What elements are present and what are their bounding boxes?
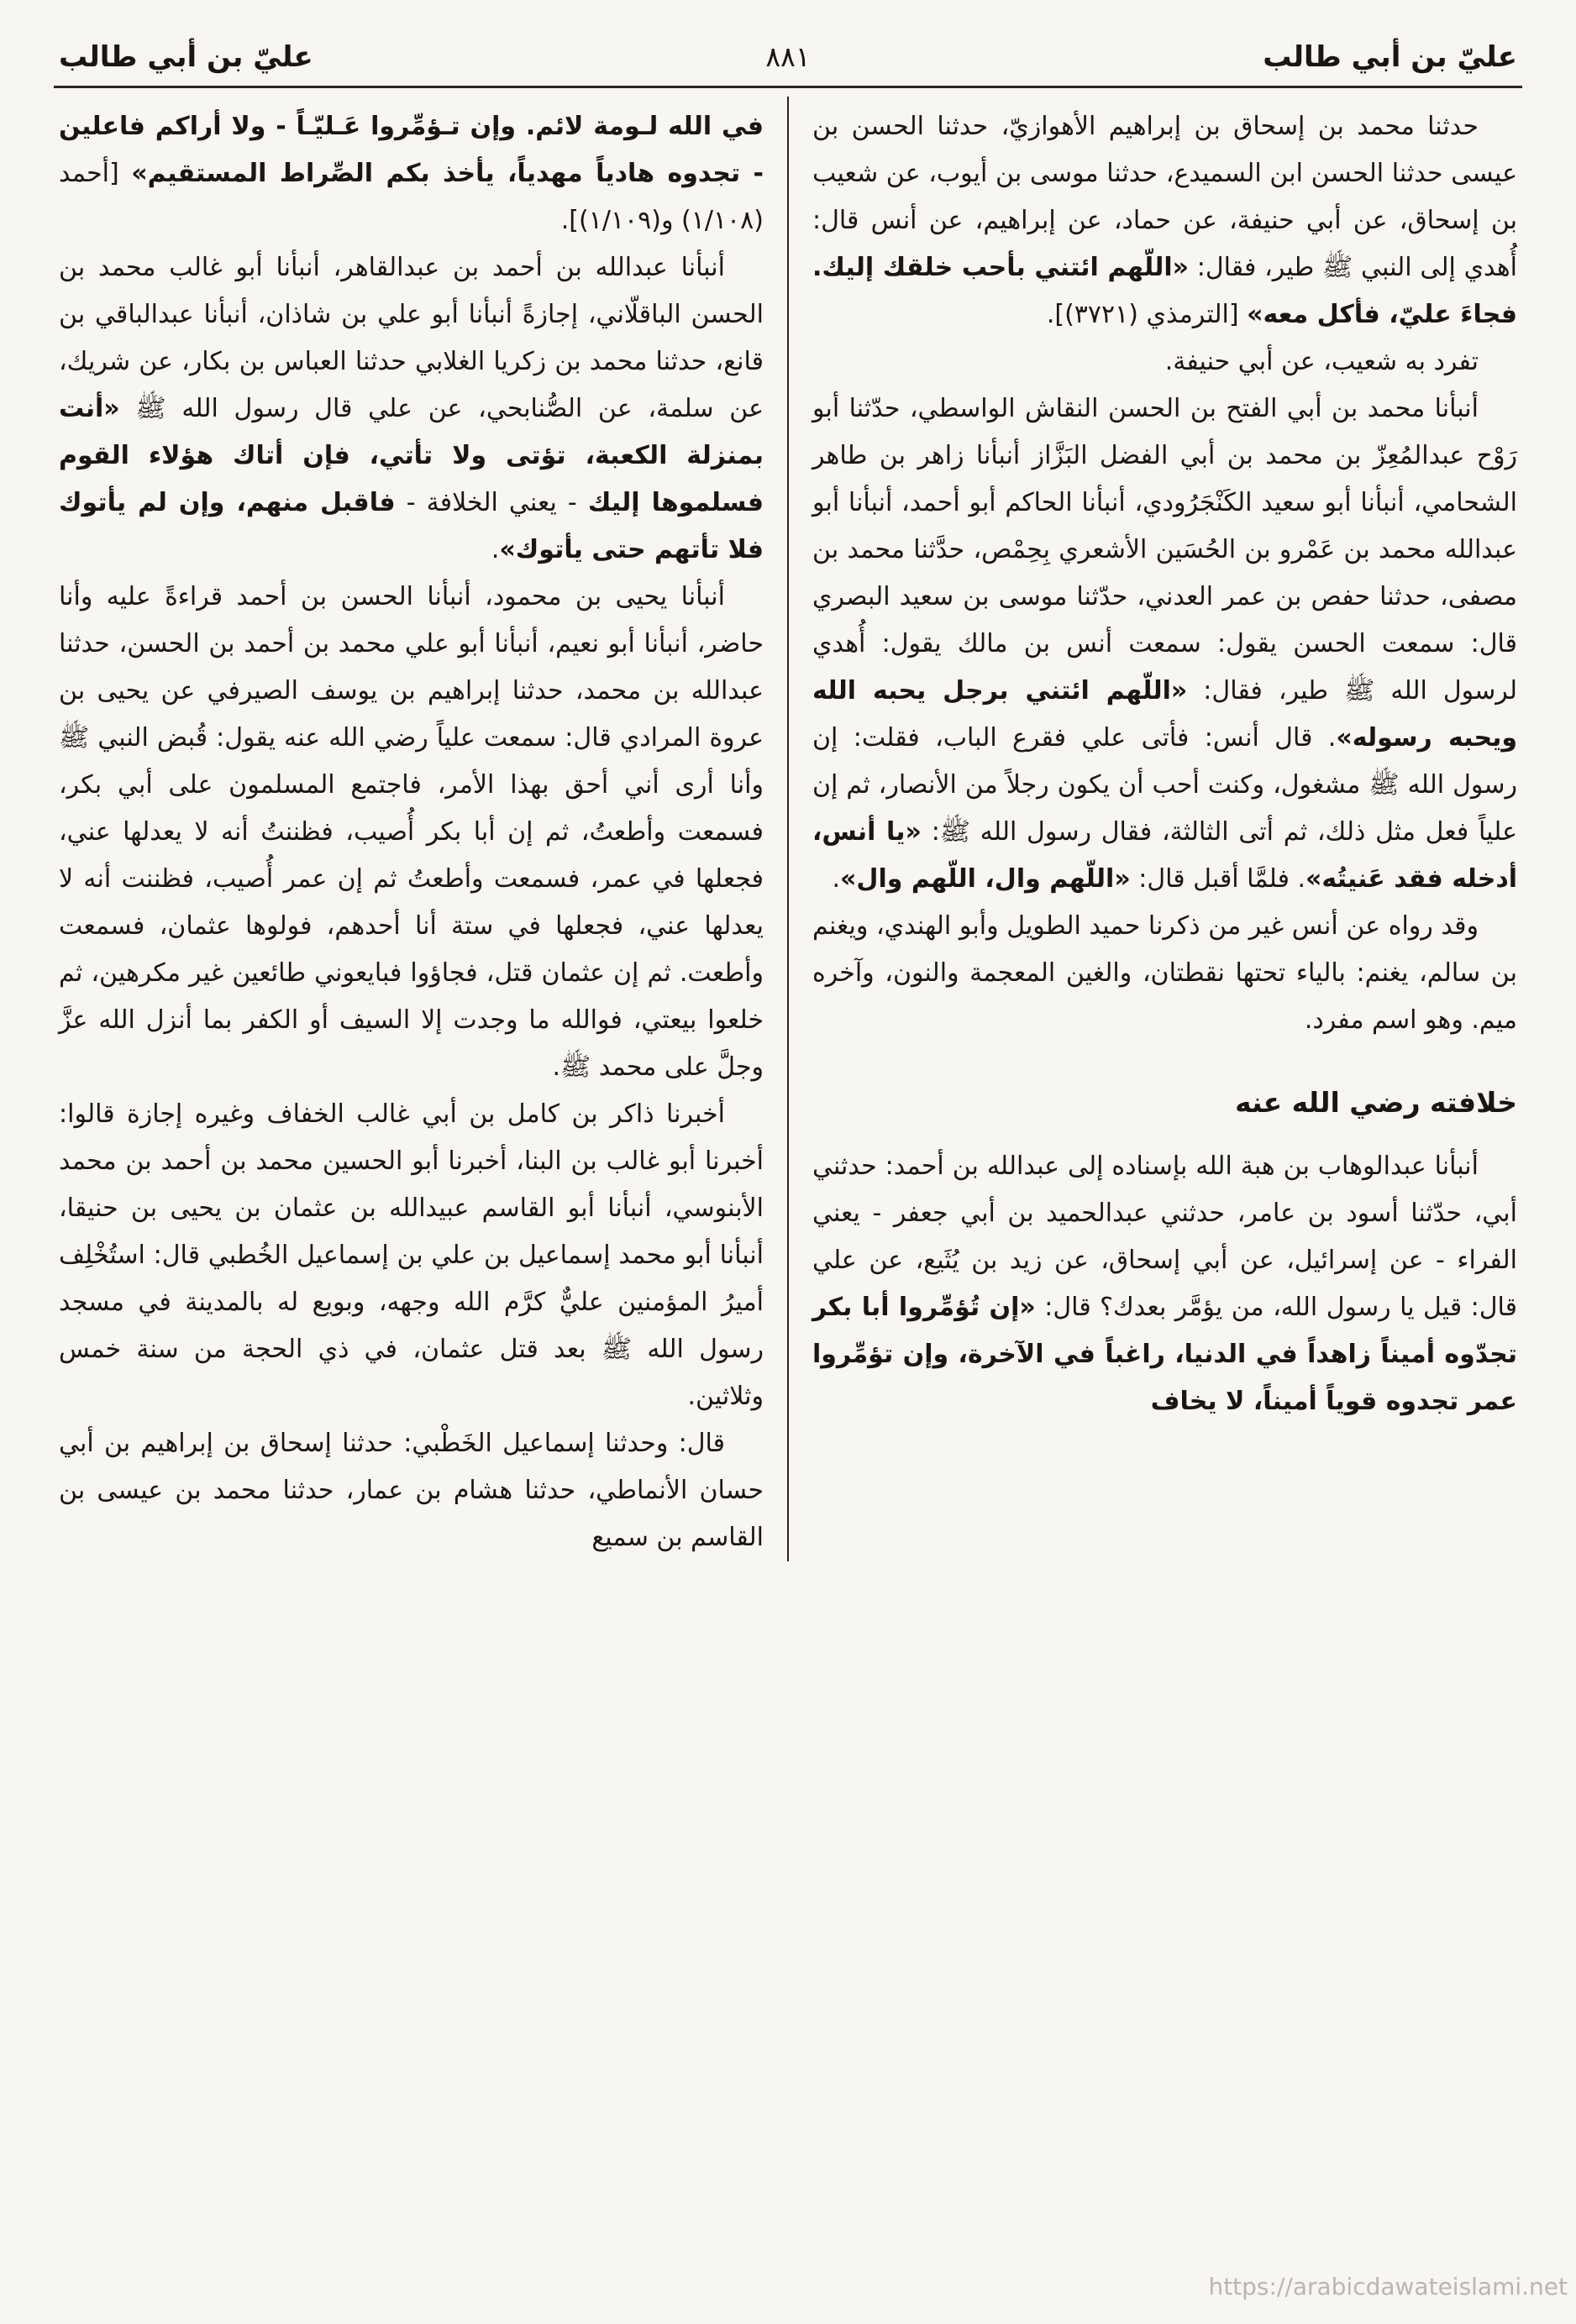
paragraph [59, 103, 764, 244]
header-title-left: عليّ بن أبي طالب [59, 40, 313, 74]
text-run: - يعني الخلافة - [395, 488, 588, 517]
text-run: [الترمذي (٣٧٢١)]. [1046, 300, 1248, 329]
hadith-bold-run: «اللّهم ائتني برجل يحبه الله ويحبه رسوله» [812, 676, 1518, 753]
column-divider [787, 97, 789, 1561]
column-right [789, 97, 1522, 1561]
hadith-bold-run: خلافته رضي الله عنه [1235, 1086, 1517, 1119]
paragraph [59, 574, 764, 1091]
paragraph [812, 386, 1517, 903]
paragraph [59, 1420, 764, 1561]
text-run: قال: وحدثنا إسماعيل الخَطْبي: حدثنا إسحاق بن إبراهيم بن أبي حسان الأنماطي، حدثنا هشام بن عمار، حدثنا محمد بن عيسى بن القاسم بن سميع [59, 1429, 764, 1552]
paragraph [812, 903, 1517, 1044]
hadith-bold-run: فاقبل منهم، وإن لم يأتوك فلا تأتهم حتى يأتوك» [59, 488, 764, 564]
text-run: أخبرنا ذاكر بن كامل بن أبي غالب الخفاف وغيره إجازة قالوا: أخبرنا أبو غالب بن البنا، أخبرنا أبو الحسين محمد بن أحمد بن محمد الأبنوسي، أنبأنا أبو القاسم عبيدالله بن عثمان بن يحيى بن حنيقا، أنبأنا أبو محمد إسماعيل بن علي بن إسماعيل الخُطبي قال: استُخْلِف أميرُ المؤمنين عليٌّ كرَّم الله وجهه، وبويع له بالمدينة في مسجد رسول الله ﷺ بعد قتل عثمان، في ذي الحجة من سنة خمس وثلاثين. [59, 1099, 764, 1411]
text-run: أنبأنا عبدالله بن أحمد بن عبدالقاهر، أنبأنا أبو غالب محمد بن الحسن الباقلّاني، إجازةً أنبأنا أبو علي بن شاذان، أنبأنا عبدالباقي بن قانع، حدثنا محمد بن زكريا الغلابي حدثنا العباس بن بكار، عن شريك، عن سلمة، عن الصُّنابحي، عن علي قال رسول الله ﷺ [59, 253, 764, 423]
text-run: أنبأنا محمد بن أبي الفتح بن الحسن النقاش الواسطي، حدّثنا أبو رَوْح عبدالمُعِزّ بن محمد بن أبي الفضل البَزَّاز أنبأنا زاهر بن طاهر الشحامي، أنبأنا أبو سعيد الكَنْجَرُودي، أنبأنا الحاكم أبو أحمد، أنبأنا أبو عبدالله محمد بن عَمْرو بن الحُسَين الأشعري بِحِمْص، حدَّثنا محمد بن مصفى، حدثنا حفص بن عمر العدني، حدّثنا موسى بن سعيد البصري قال: سمعت الحسن يقول: سمعت أنس بن مالك يقول: أُهدي لرسول الله ﷺ طير، فقال: [812, 394, 1518, 706]
paragraph [812, 1143, 1517, 1425]
column-left [54, 97, 787, 1561]
text-columns [54, 97, 1522, 1561]
paragraph [812, 103, 1517, 338]
hadith-bold-run: «أنت بمنزلة الكعبة، تؤتى ولا تأتي، فإن أتاك هؤلاء القوم فسلموها إليك [59, 394, 764, 517]
text-run: أنبأنا عبدالوهاب بن هبة الله بإسناده إلى عبدالله بن أحمد: حدثني أبي، حدّثنا أسود بن عامر، حدثني عبدالحميد بن أبي جعفر - يعني الفراء - عن إسرائيل، عن أبي إسحاق، عن زيد بن يُثَيع، عن علي قال: قيل يا رسول الله، من يؤمَّر بعدك؟ قال: [812, 1152, 1518, 1322]
section-heading [812, 1079, 1517, 1126]
watermark-url: https://arabicdawateislami.net [1208, 2273, 1568, 2300]
page-header [54, 29, 1522, 79]
text-run: وقد رواه عن أنس غير من ذكرنا حميد الطويل وأبو الهندي، ويغنم بن سالم، يغنم: بالياء تحتها نقطتان، والغين المعجمة والنون، وآخره ميم. وهو اسم مفرد. [812, 911, 1517, 1035]
text-run: تفرد به شعيب، عن أبي حنيفة. [1164, 347, 1479, 376]
hadith-bold-run: «يا أنس، أدخله فقد عَنيتُه» [812, 817, 1517, 894]
text-run: أنبأنا يحيى بن محمود، أنبأنا الحسن بن أحمد قراءةً عليه وأنا حاضر، أنبأنا أبو نعيم، أنبأنا أبو علي محمد بن أحمد بن الحسن، حدثنا عبدالله بن محمد، حدثنا إبراهيم بن يوسف الصيرفي عن يحيى بن عروة المرادي قال: سمعت علياً رضي الله عنه يقول: قُبض النبي ﷺ وأنا أرى أني أحق بهذا الأمر، فاجتمع المسلمون على أبي بكر، فسمعت وأطعتُ، ثم إن أبا بكر أُصيب، فظننتُ أنه لا يعدلها عني، فجعلها في عمر، فسمعت وأطعتُ ثم إن عمر أُصيب، فظننت أنه لا يعدلها عني، فجعلها في ستة أنا أحدهم، فولوها عثمان، فسمعت وأطعت. ثم إن عثمان قتل، فجاؤوا فبايعوني طائعين غير مكرهين، ثم خلعوا بيعتي، فوالله ما وجدت إلا السيف أو الكفر بما أنزل الله عزَّ وجلَّ على محمد ﷺ. [59, 582, 764, 1082]
header-title-right: عليّ بن أبي طالب [1263, 40, 1517, 74]
hadith-bold-run: «اللّهم وال، اللّهم وال» [840, 864, 1131, 894]
paragraph [812, 338, 1517, 386]
paragraph [59, 1091, 764, 1420]
paragraph [59, 244, 764, 574]
hadith-bold-run: «إن تُؤمِّروا أبا بكر تجدّوه أميناً زاهداً في الدنيا، راغباً في الآخرة، وإن تؤمِّروا عمر تجدوه قوياً أميناً، لا يخاف [812, 1293, 1517, 1416]
hadith-bold-run: في الله لـومة لائم. وإن تـؤمِّروا عَـليّـاً - ولا أراكم فاعلين - تجدوه هادياً مهدياً، يأخذ بكم الصِّراط المستقيم» [59, 112, 764, 188]
text-run: [أحمد (١/١٠٨) و(١/١٠٩)]. [59, 159, 764, 235]
page-number: ٨٨١ [765, 40, 811, 73]
header-rule [54, 86, 1522, 88]
hadith-bold-run: «اللّهم ائتني بأحب خلقك إليك. فجاءَ عليّ، فأكل معه» [812, 253, 1517, 329]
text-run: . فلمَّا أقبل قال: [1130, 864, 1305, 894]
text-run: . قال أنس: فأتى علي فقرع الباب، فقلت: إن رسول الله ﷺ مشغول، وكنت أحب أن يكون رجلاً من الأنصار، ثم إن علياً فعل مثل ذلك، ثم أتى الثالثة، فقال رسول الله ﷺ: [812, 723, 1517, 847]
text-run: . [832, 864, 841, 894]
text-run: . [491, 535, 500, 564]
text-run: حدثنا محمد بن إسحاق بن إبراهيم الأهوازيّ، حدثنا الحسن بن عيسى حدثنا الحسن ابن السميدع، حدثنا موسى بن أيوب، عن شعيب بن إسحاق، عن أبي حنيفة، عن حماد، عن إبراهيم، عن أنس قال: أُهدي إلى النبي ﷺ طير، فقال: [812, 112, 1517, 282]
